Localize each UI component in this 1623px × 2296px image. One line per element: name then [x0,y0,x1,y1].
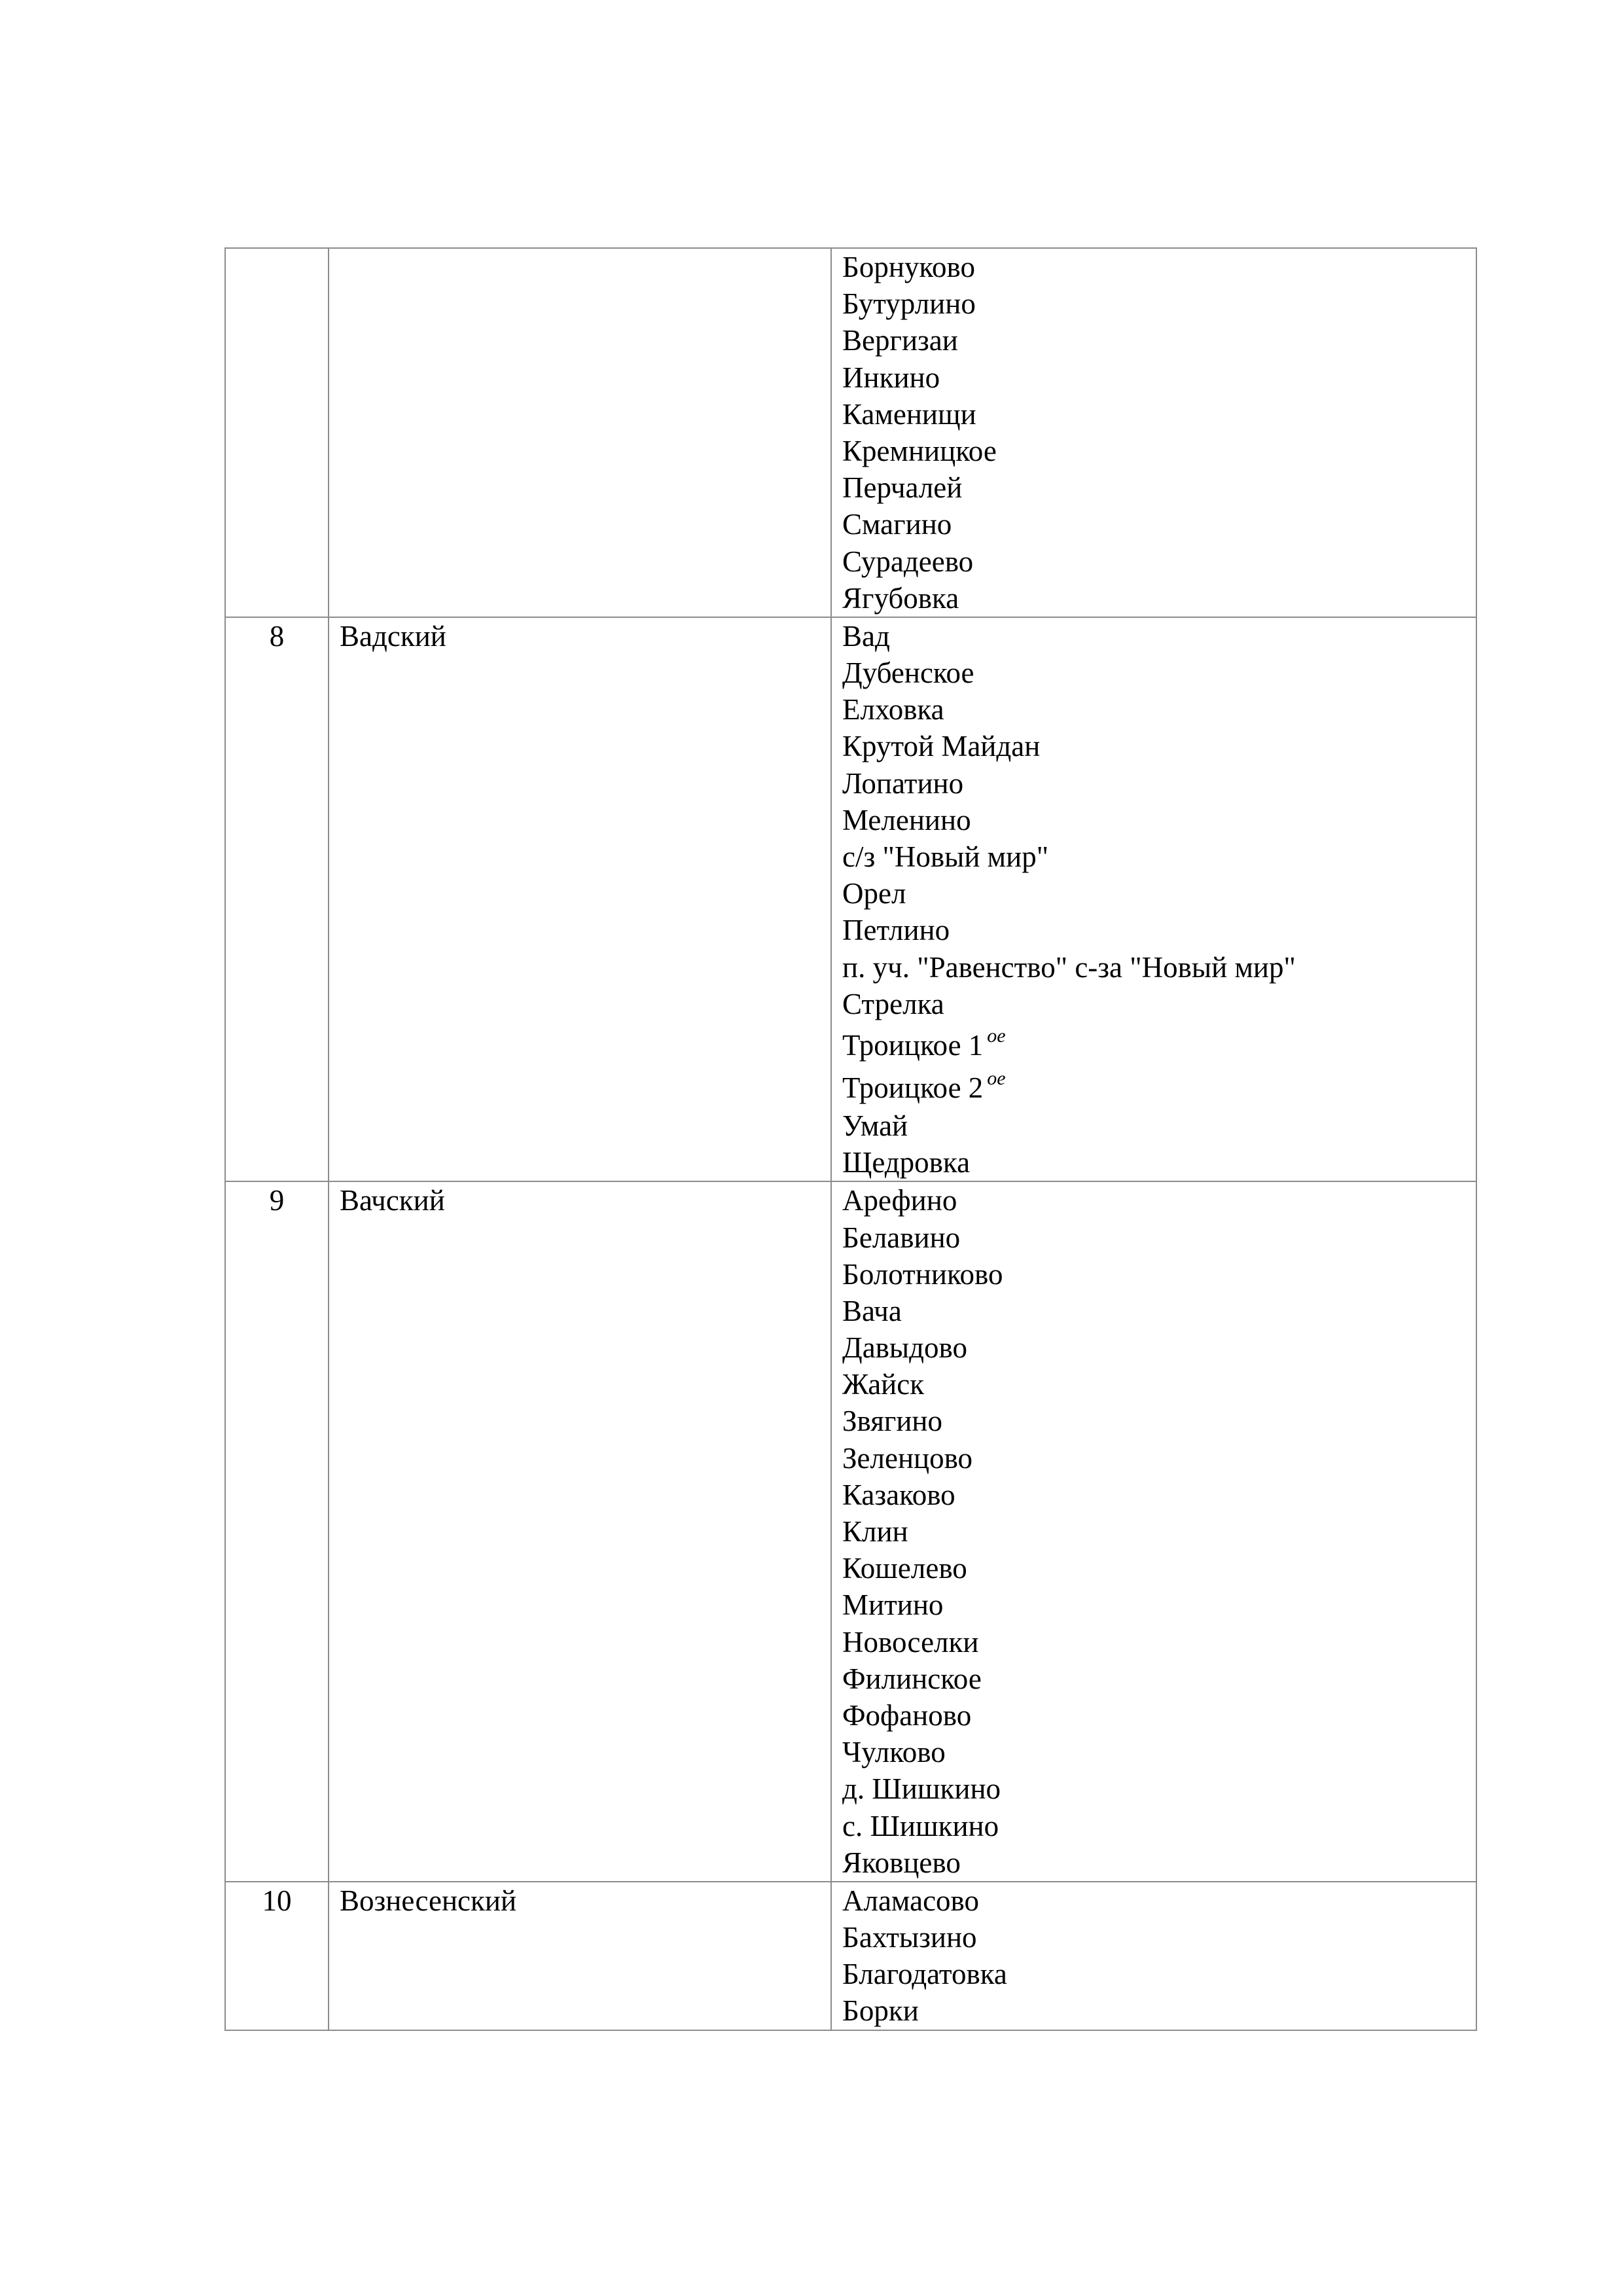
settlement-item [842,1992,1476,2029]
row-number-cell: 8 [225,617,329,1181]
settlement-item [842,1660,1476,1697]
settlement-item [842,506,1476,543]
district-settlement-table [224,247,1477,2031]
settlement-item [842,1919,1476,1956]
settlement-name: Троицкое 1 [842,1028,984,1062]
settlement-name: Звягино [842,1405,943,1438]
settlement-name: Борнуково [842,251,975,283]
district-name-cell: Вознесенский [329,1882,831,2030]
settlement-item [842,655,1476,691]
settlement-item [842,469,1476,506]
settlement-name: Чулково [842,1736,946,1769]
settlement-item [842,691,1476,728]
superscript-mark: ое [987,1024,1006,1047]
settlement-name: Перчалей [842,471,963,505]
row-number-cell [225,248,329,617]
settlement-item [842,1329,1476,1366]
settlement-name: Яковцево [842,1846,961,1879]
settlement-name: Новоселки [842,1625,979,1659]
settlement-item [842,949,1476,986]
settlement-item [842,1022,1476,1065]
settlement-item [842,875,1476,912]
settlement-name: Дубенское [842,656,974,690]
settlement-item [842,359,1476,396]
settlement-name: Вача [842,1294,902,1327]
settlement-name: Вад [842,619,890,653]
settlement-name: Филинское [842,1662,982,1695]
settlement-name: с/з "Новый мир" [842,840,1049,873]
settlements-cell [831,248,1476,617]
settlement-item [842,1513,1476,1550]
settlement-name: д. Шишкино [842,1772,1001,1806]
settlement-name: Клин [842,1515,908,1548]
settlement-item [842,1440,1476,1477]
table-body [225,248,1476,2030]
settlement-item [842,322,1476,359]
settlement-item [842,1219,1476,1256]
settlement-name: Аламасово [842,1884,979,1917]
district-name-cell: Вачский [329,1181,831,1882]
settlement-item [842,728,1476,764]
settlement-name: п. уч. "Равенство" с-за "Новый мир" [842,950,1296,984]
table-row [225,248,1476,617]
settlement-item [842,1808,1476,1844]
settlement-item [842,838,1476,875]
settlement-name: Борки [842,1994,919,2028]
settlement-name: Щедровка [842,1146,971,1179]
settlement-item [842,912,1476,948]
settlement-name: Болотниково [842,1257,1003,1291]
settlement-name: с. Шишкино [842,1809,999,1842]
settlement-item [842,1624,1476,1660]
settlement-name: Арефино [842,1184,957,1217]
settlement-item [842,1734,1476,1770]
settlement-item [842,543,1476,580]
settlement-item [842,1697,1476,1734]
district-name-cell [329,248,831,617]
settlement-name: Лопатино [842,766,964,800]
settlement-name: Троицкое 2 [842,1071,984,1104]
settlement-item [842,1477,1476,1513]
settlement-name: Крутой Майдан [842,730,1041,763]
settlement-name: Каменищи [842,397,976,431]
settlement-item [842,1366,1476,1403]
settlement-item [842,1550,1476,1587]
settlement-name: Меленино [842,803,971,836]
settlement-name: Белавино [842,1221,961,1254]
settlement-name: Вергизаи [842,324,958,357]
settlement-name: Митино [842,1588,944,1622]
settlement-item [842,1107,1476,1144]
settlements-cell [831,1181,1476,1882]
settlement-name: Давыдово [842,1331,967,1365]
settlement-item [842,1182,1476,1219]
settlement-item [842,580,1476,617]
settlement-item [842,249,1476,285]
settlement-name: Жайск [842,1368,925,1401]
settlement-name: Орел [842,877,906,910]
settlement-item [842,802,1476,838]
settlement-item [842,1256,1476,1293]
settlement-name: Умай [842,1109,908,1142]
settlement-name: Смагино [842,508,952,541]
settlement-item [842,285,1476,322]
superscript-mark: ое [987,1067,1006,1089]
settlement-name: Бутурлино [842,287,976,321]
settlement-item [842,1293,1476,1329]
settlement-name: Елховка [842,693,944,726]
row-number-cell: 10 [225,1882,329,2030]
settlements-cell [831,1882,1476,2030]
settlement-name: Ягубовка [842,581,959,615]
settlement-item [842,396,1476,433]
district-name-cell: Вадский [329,617,831,1181]
settlement-name: Фофаново [842,1698,972,1732]
settlement-name: Инкино [842,361,940,394]
settlement-name: Кошелево [842,1552,967,1585]
settlement-item [842,1770,1476,1807]
settlement-name: Казаково [842,1478,955,1511]
settlement-name: Кремницкое [842,434,997,467]
table-row [225,1181,1476,1882]
settlement-name: Стрелка [842,987,944,1020]
settlement-name: Бахтызино [842,1921,977,1954]
settlement-name: Сурадеево [842,545,974,578]
settlement-item [842,765,1476,802]
settlements-cell [831,617,1476,1181]
settlement-item [842,1144,1476,1181]
settlement-item [842,986,1476,1022]
row-number-cell: 9 [225,1181,329,1882]
settlement-name: Зеленцово [842,1441,973,1475]
settlement-item [842,433,1476,469]
settlement-item [842,1403,1476,1439]
settlement-item [842,1956,1476,1992]
settlement-item [842,1844,1476,1881]
settlement-name: Благодатовка [842,1958,1007,1991]
settlement-name: Петлино [842,914,950,947]
table-row [225,617,1476,1181]
table-row [225,1882,1476,2030]
settlement-item [842,1065,1476,1107]
settlement-item [842,618,1476,655]
settlement-item [842,1587,1476,1623]
settlement-item [842,1882,1476,1919]
